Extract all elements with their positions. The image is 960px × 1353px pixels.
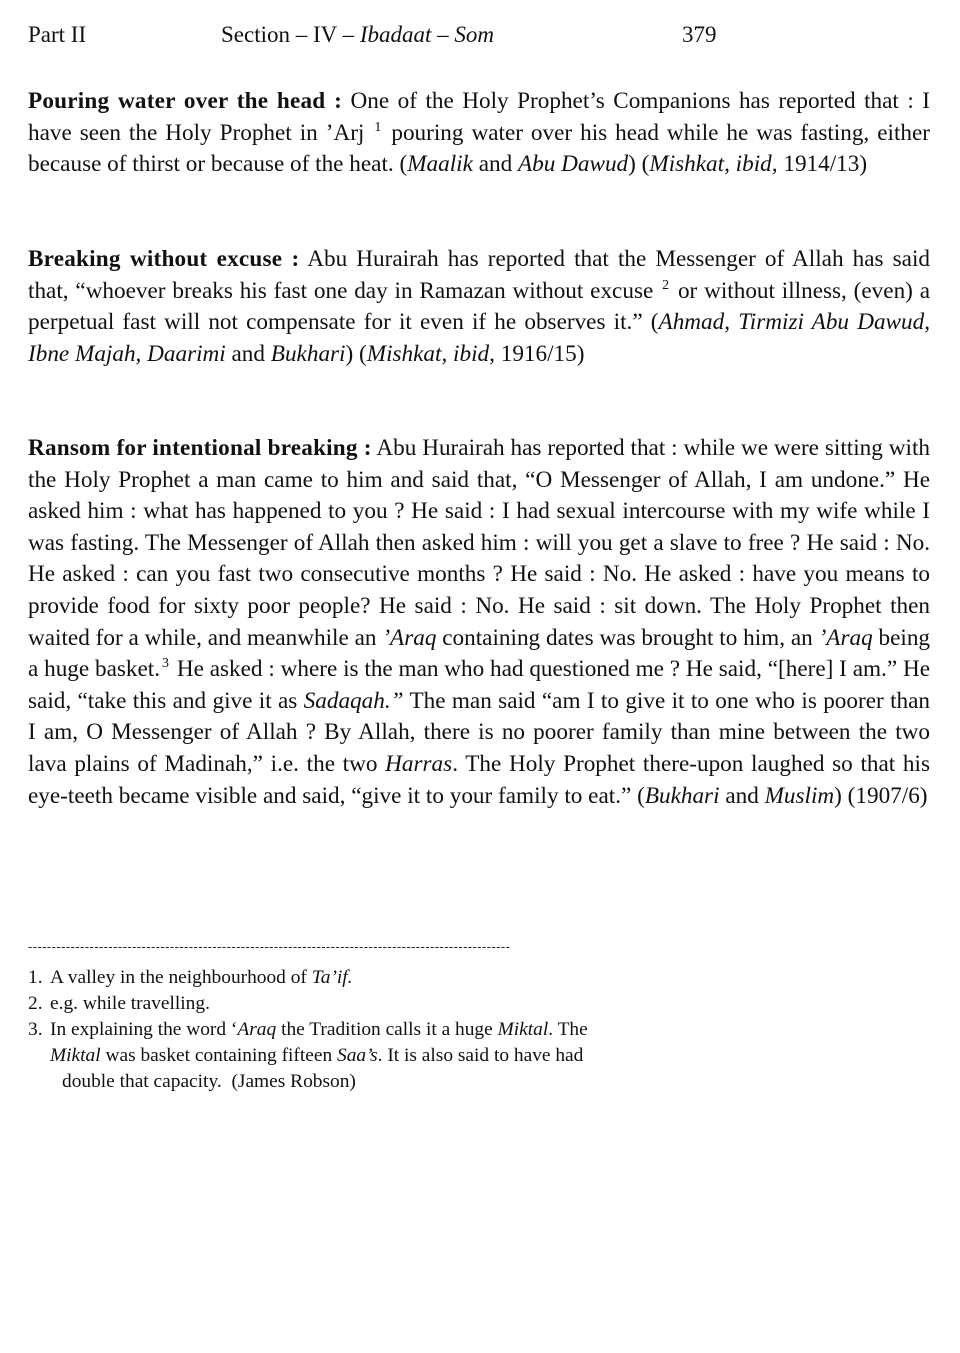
- footnote-source: (James Robson): [231, 1071, 356, 1092]
- footnote-text: the Tradition calls it a huge: [281, 1019, 493, 1040]
- citation: Bukhari: [644, 782, 720, 809]
- footnote-ref-2: 2: [662, 277, 670, 293]
- footnote-text: was basket containing fifteen: [105, 1045, 333, 1066]
- paragraph-text: pouring water over his head while he was fasting, either because of thirst or because of the heat. (: [28, 119, 930, 178]
- page-header: [28, 22, 928, 52]
- paragraph-text: Abu Hurairah has reported that the Messenger of Allah has said that, “whoever breaks his fast one day in Ramazan without excuse: [28, 246, 930, 304]
- paragraph-ransom: [28, 433, 930, 812]
- footnote-ref-1: 1: [374, 119, 382, 135]
- paragraph-heading: Pouring water over the head :: [28, 88, 343, 114]
- footnote-3: [28, 1017, 728, 1095]
- section-topic: Ibadaat – Som: [359, 22, 495, 47]
- paragraph-text: Abu Hurairah has reported that : while we were sitting with the Holy Prophet a man came to him and said that, “O Messenger of Allah, I am undone.” He asked him : what has happened to you ? He said : I had sexual intercourse with my wife while I was fasting. The Messenger of Allah then asked him : will you get a slave to free ? He said : No. He asked : can you fast two consecutive months ? He said : No. He asked : have you means to provide food for sixty poor people? He said : No. He said : sit down. The Holy Prophet then waited for a while, and meanwhile an: [28, 435, 930, 651]
- paragraph-text: ) (: [345, 340, 367, 367]
- term: ’Araq: [382, 624, 437, 651]
- footnote-text: . The: [548, 1019, 588, 1040]
- paragraph-text: or without illness, (even) a perpetual fast will not compensate for it even if he observes it.” (: [28, 277, 931, 336]
- footnote-divider: ------------------------------------------------------------------------------------------------------: [28, 939, 511, 953]
- citation-joiner: and: [725, 782, 759, 809]
- footnote-1: [28, 965, 728, 991]
- hadith-reference: 1914/13): [783, 151, 868, 178]
- paragraph-breaking-without-excuse: [28, 244, 930, 370]
- term: Sadaqah.”: [303, 687, 404, 714]
- paragraph-text: One of the Holy Prophet’s Companions has reported that : I have seen the Holy Prophet in ’Arj: [28, 88, 931, 146]
- hadith-reference: ) (1907/6): [834, 782, 928, 809]
- footnote-number: 1.: [28, 967, 43, 988]
- paragraph-text: The man said “am I to give it to one who is poorer than I am, O Messenger of Allah ? By Allah, there is no poorer family than mine between the two lava plains of Madinah,” i.e. the two: [28, 687, 930, 777]
- paragraph-text: being a huge basket.: [28, 624, 931, 683]
- paragraph-text: . The Holy Prophet there-upon laughed so that his eye-teeth became visible and said, “give it to your family to eat.” (: [28, 750, 930, 809]
- paragraph-heading: Breaking without excuse :: [28, 246, 300, 272]
- footnote-number: 3.: [28, 1019, 43, 1040]
- section-prefix: Section – IV –: [221, 22, 355, 47]
- footnote-number: 2.: [28, 993, 43, 1014]
- footnote-text: A valley in the neighbourhood of: [50, 967, 307, 988]
- citation: Mishkat, ibid,: [649, 151, 778, 178]
- footnote-text: e.g. while travelling.: [50, 993, 210, 1014]
- footnotes: [28, 965, 728, 1095]
- section-label: [221, 22, 494, 48]
- citation: Bukhari: [270, 340, 346, 367]
- term: ’Araq: [818, 624, 873, 651]
- citation-joiner: and: [231, 340, 265, 367]
- citation: Abu Dawud: [517, 151, 629, 178]
- term: Harras: [385, 750, 453, 777]
- paragraph-pouring-water: [28, 86, 930, 181]
- citation: Mishkat, ibid,: [366, 340, 495, 367]
- citation: Maalik: [407, 151, 473, 178]
- footnote-text: double that capacity.: [62, 1071, 222, 1092]
- part-label: Part II: [28, 22, 87, 47]
- citation-joiner: and: [478, 151, 513, 178]
- term: Araq: [237, 1019, 277, 1040]
- footnote-text: In explaining the word ‘: [50, 1019, 238, 1040]
- term: Ta’if.: [311, 967, 353, 988]
- term: Saa’s: [337, 1045, 378, 1066]
- paragraph-text: He asked : where is the man who had questioned me ? He said, “[here] I am.” He said, “take this and give it as: [28, 656, 930, 714]
- hadith-reference: 1916/15): [500, 340, 585, 367]
- page-number: 379: [682, 22, 717, 47]
- citation: Ahmad, Tirmizi Abu Dawud, Ibne Majah, Daarimi: [28, 309, 930, 367]
- paragraph-text: containing dates was brought to him, an: [442, 624, 813, 651]
- footnote-2: [28, 991, 728, 1017]
- term: Miktal: [497, 1019, 549, 1040]
- paragraph-heading: Ransom for intentional breaking :: [28, 435, 372, 461]
- footnote-text: . It is also said to have had: [377, 1045, 584, 1066]
- paragraph-text: ) (: [628, 151, 650, 178]
- term: Miktal: [50, 1045, 101, 1066]
- citation: Muslim: [764, 782, 835, 809]
- footnote-ref-3: 3: [162, 656, 170, 672]
